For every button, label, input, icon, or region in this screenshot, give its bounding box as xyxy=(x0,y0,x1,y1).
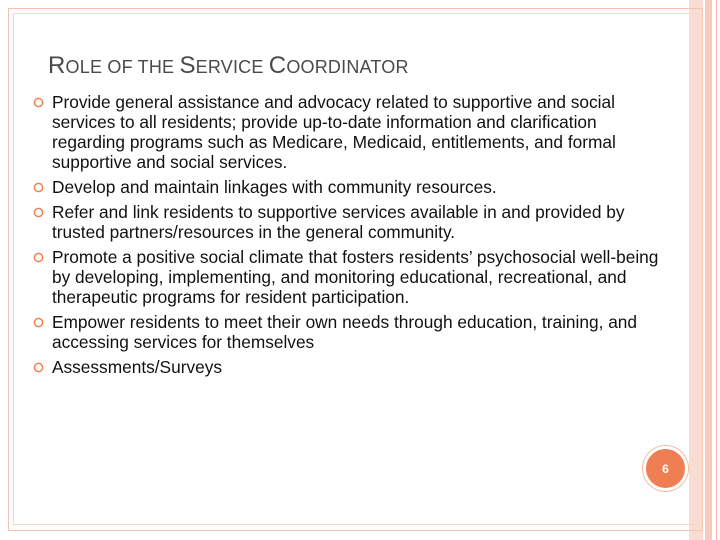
list-item xyxy=(22,247,662,307)
list-item xyxy=(22,202,662,242)
list-item xyxy=(22,357,662,377)
hollow-circle-icon xyxy=(33,362,44,373)
hollow-circle-icon xyxy=(33,182,44,193)
hollow-circle-icon xyxy=(33,317,44,328)
decorative-stripe xyxy=(705,0,712,540)
list-item xyxy=(22,312,662,352)
page-number-badge xyxy=(643,446,688,491)
bullet-list xyxy=(22,92,662,382)
hollow-circle-icon xyxy=(33,97,44,108)
bullet-text: Promote a positive social climate that fosters residents’ psychosocial well-being by developing, implementing, and monitoring educational, recreational, and therapeutic programs for resident participation. xyxy=(52,247,659,307)
list-item xyxy=(22,177,662,197)
bullet-text: Provide general assistance and advocacy related to supportive and social services to all residents; provide up-to-date information and clarification regarding programs such as Medicare, Medicaid, entitlements, and formal supportive and social services. xyxy=(52,92,616,172)
bullet-text: Develop and maintain linkages with community resources. xyxy=(52,177,497,197)
page-number: 6 xyxy=(662,461,669,476)
hollow-circle-icon xyxy=(33,207,44,218)
hollow-circle-icon xyxy=(33,252,44,263)
bullet-text: Empower residents to meet their own needs through education, training, and accessing services for themselves xyxy=(52,312,638,352)
decorative-line xyxy=(716,0,717,540)
list-item xyxy=(22,92,662,172)
slide-title: ROLE OF THE SERVICE COORDINATOR xyxy=(48,52,409,79)
bullet-text: Assessments/Surveys xyxy=(52,357,222,377)
bullet-text: Refer and link residents to supportive services available in and provided by trusted partners/resources in the general community. xyxy=(52,202,625,242)
